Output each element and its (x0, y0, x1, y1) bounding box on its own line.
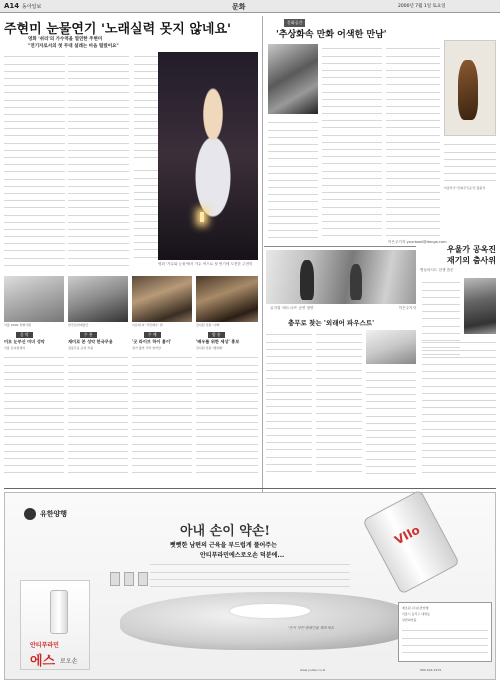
ad-hand-image (120, 592, 416, 650)
top-right-text-col-1 (322, 44, 382, 244)
books-box-photo (464, 278, 496, 334)
column-4-sub: 감사원 전통 '행복해' (196, 346, 223, 350)
column-3-sub: 정가 출연 국악 한마당 (132, 346, 161, 350)
middle-story-photo (266, 250, 416, 304)
ad-thumb-3 (138, 572, 148, 586)
column-3-title: '굿 라이브 하이 홈이' (132, 339, 172, 344)
top-right-author: 이은주기자 yourbowl@donga.com (388, 240, 447, 244)
ad-info-item-3: 일반의약품 (402, 618, 417, 622)
section-label: 문화 (232, 3, 246, 11)
main-story-text-col-1 (4, 52, 65, 270)
row-photo-4 (196, 276, 258, 322)
column-1-text (4, 353, 64, 481)
row-caption-2: 한국실천예술단 (68, 323, 89, 327)
yuhan-logo-icon (24, 508, 36, 520)
column-3-tag: 무 예 (144, 332, 161, 338)
ad-brand: 유한양행 (40, 510, 68, 518)
top-right-text-col-2 (386, 44, 440, 244)
ad-website: www.yuhan.co.kr (300, 668, 326, 672)
middle-photo-credit: 이은주기자 (398, 306, 416, 310)
row-photo-3 (132, 276, 192, 322)
ad-tagline-2: 안티푸라민에스로오손 덕분에... (200, 552, 285, 559)
row-photo-2 (68, 276, 128, 322)
photo-dancer-1 (300, 260, 314, 300)
column-4-tag: 방 송 (208, 332, 225, 338)
ad-bottle-small (50, 590, 68, 634)
ad-info-item-2: 서울시 동작구 대방동 (402, 612, 430, 616)
main-headline: 주현미 눈물연기 '노래실력 못지 않네요' (4, 22, 231, 37)
column-2-sub: 장롱무용 공연 작품 (68, 346, 94, 350)
column-1-tag: 음 악 (16, 332, 33, 338)
row-caption-1: 서울 2000 특별기획 (4, 323, 31, 327)
column-2-tag: 무 용 (80, 332, 97, 338)
column-1-title: 미모 눈부신 미녀 성악 (4, 339, 45, 344)
row-photo-1 (4, 276, 64, 322)
top-right-tag: 문화공간 (284, 19, 305, 27)
middle-text-col-1 (266, 330, 312, 480)
ad-lotion-drop (230, 604, 310, 618)
books-box (444, 230, 445, 231)
main-subtitle-1: 영화 '쉬리'의 가수역을 열연한 주현미 (28, 37, 103, 42)
middle-story-headline: 충무로 찾는 '외래어 파우스트' (288, 319, 375, 327)
row-caption-4: 감사원 전통 '나해' (196, 323, 220, 327)
main-photo-caption: 영화 '가수와 눈물'에서 가수 역으로 첫 연기에 도전한 주현미 (158, 262, 253, 266)
ad-info-item-1: 제조원 (주)유한양행 (402, 606, 429, 610)
middle-photo-caption: 뮤지컬 '파트너즈' 공연 장면 (270, 306, 314, 310)
main-subtitle-2: "연기자로서의 첫 무대 설레는 마음 떨렸어요" (28, 44, 119, 49)
ad-promo-text: '손이 약손'캠페인을 해보세요 (288, 626, 334, 630)
middle-portrait-photo (366, 330, 416, 364)
mid-right-divider (264, 246, 416, 247)
row-caption-3: 이순재 씨 '국민배우' 편 (132, 323, 163, 327)
ad-top-rule (4, 488, 496, 489)
ad-product-sub: 로오손 (60, 658, 78, 665)
issue-date: 2000년 7월 1일 토요일 (398, 4, 446, 9)
books-box-title-2: 재기의 춤사위 (446, 255, 496, 265)
main-story-text-col-2 (68, 52, 129, 270)
middle-text-col-3 (366, 368, 416, 480)
books-box-sub: 병들어서도 천생 춤꾼 (420, 268, 454, 272)
ad-bottle-label: VIIo (392, 522, 423, 548)
page-number: A14 (4, 2, 20, 10)
figurine-caption-label: 미술작가 '만화주인공'전 출품작 (444, 186, 486, 190)
ad-product-name: 에스 (30, 654, 56, 669)
ad-info-text (402, 626, 488, 658)
photo-dancer-2 (350, 264, 362, 300)
top-right-photo-abstract (268, 44, 318, 114)
column-2-title: 재미로 본 성악 한국무용 (68, 339, 113, 344)
top-right-text-col-0 (268, 118, 318, 243)
top-right-headline: '추상화속 만화 어색한 만남' (276, 30, 387, 40)
ad-headline: 아내 손이 약손! (180, 524, 271, 539)
column-3-text (132, 353, 192, 481)
figurine-shape (458, 60, 478, 120)
ad-tagline-1: 뻣뻣한 남편의 근육을 부드럽게 풀어주는 (170, 542, 277, 549)
middle-text-col-2 (316, 330, 362, 480)
column-4-title: '배우를 위한 세상' 홍보 (196, 339, 240, 344)
column-1-sub: 서울 뮤지컬센터 (4, 346, 26, 350)
ad-thumb-1 (110, 572, 120, 586)
ad-product-brand: 안티푸라민 (30, 642, 59, 649)
books-box-title: 우울가 공옥진 (446, 244, 496, 254)
ad-thumb-2 (124, 572, 134, 586)
candle-light (200, 212, 204, 222)
ad-phone: 080-024-1515 (420, 668, 442, 672)
column-2-text (68, 353, 128, 481)
newspaper-name: 동아일보 (22, 4, 42, 10)
top-right-photo-caption (444, 140, 496, 184)
books-box-text-2 (422, 338, 496, 476)
ad-body-text (150, 560, 350, 590)
column-4-text (196, 353, 258, 481)
main-photo-figure (158, 52, 258, 260)
